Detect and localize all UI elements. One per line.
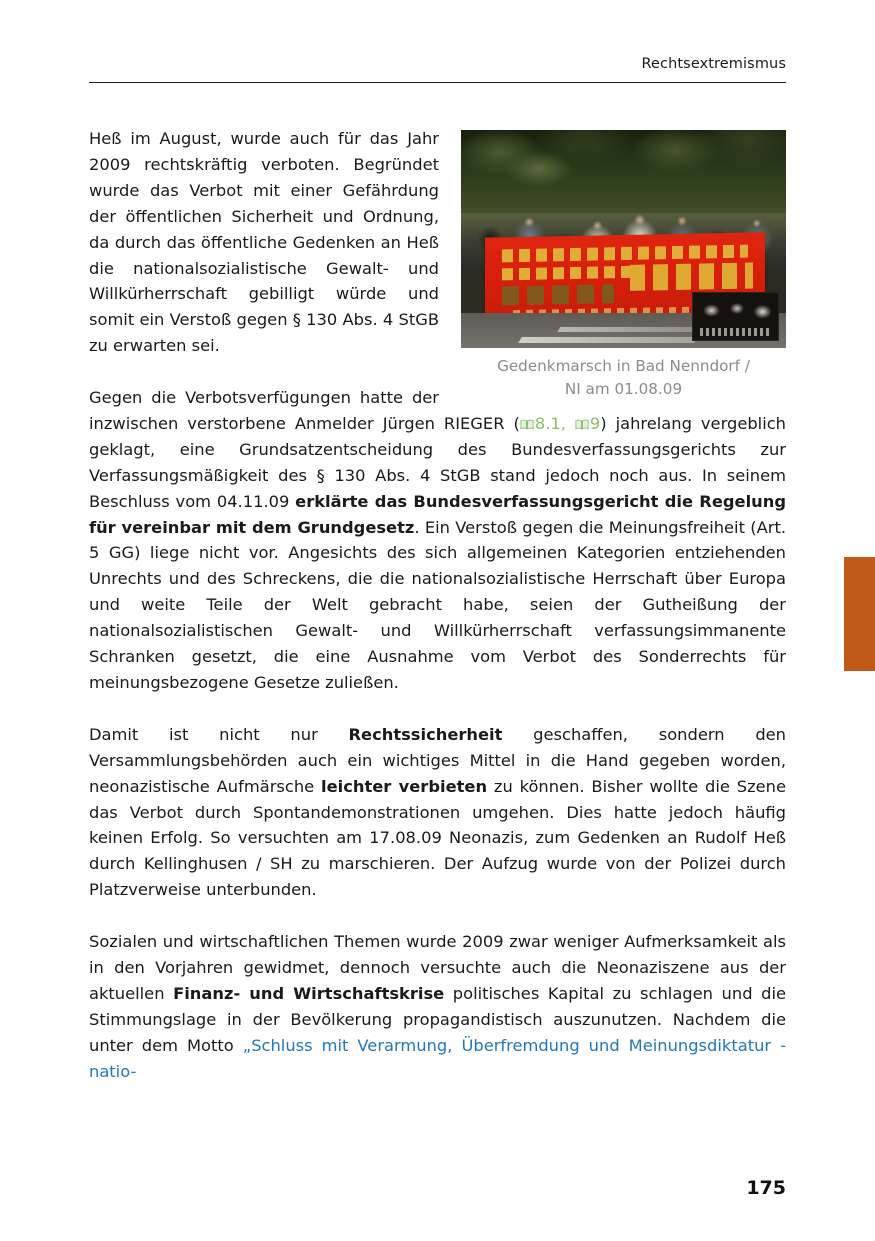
paragraph-4-bold-1: Finanz- und Wirtschaftskrise — [173, 983, 445, 1003]
banner-line-4 — [502, 284, 614, 305]
figure-photo — [461, 130, 786, 348]
open-book-icon — [575, 412, 589, 423]
body-content — [89, 126, 786, 1084]
figure-caption-line-2: NI am 01.08.09 — [564, 380, 683, 398]
paragraph-4-segment-1: Sozialen und wirtschaftlichen Themen wurde 2009 zwar weniger Aufmerksamkeit als in den Vorjahren gewidmet, dennoch versuchte auch die Neonaziszene aus der aktuellen — [89, 932, 786, 1003]
figure-caption — [461, 355, 786, 401]
paragraph-4-segment-2: politisches Kapital zu schlagen und die Stimmungslage in der Bevölkerung propagandistisch auszunutzen. Nachdem die unter dem Motto — [89, 983, 786, 1055]
running-head: Rechtsextremismus — [641, 56, 786, 72]
cross-reference-2[interactable] — [575, 414, 600, 433]
cross-reference-1-label: 8.1, — [534, 413, 566, 433]
banner-line-2 — [502, 266, 631, 280]
page-number: 175 — [746, 1177, 786, 1199]
paragraph-4-quote: „Schluss mit Verarmung, Überfremdung und Meinungsdiktatur - natio- — [89, 1035, 786, 1081]
paragraph-4 — [89, 929, 786, 1084]
paragraph-2-segment-1: Gegen die Verbotsverfügungen hatte der inzwischen verstorbene Anmelder Jürgen RIEGER ( — [89, 388, 520, 433]
cross-reference-1[interactable] — [520, 414, 566, 433]
paragraph-3-bold-1: Rechtssicherheit — [348, 724, 503, 744]
banner-line-1 — [502, 244, 748, 262]
photo-watermark — [692, 292, 779, 342]
paragraph-3 — [89, 722, 786, 903]
paragraph-1-text: Heß im August, wurde auch für das Jahr 2009 rechtskräftig verboten. Begründet wurde das Verbot mit einer Gefährdung der öffentlichen Sicherheit und Ordnung, da durch das öffentliche Gedenken an Heß die nationalsozialistische Gewalt- und Willkürherrschaft gebilligt würde und somit ein Verstoß gegen § 130 Abs. 4 StGB zu erwarten sei. — [89, 129, 439, 356]
paragraph-2 — [89, 385, 786, 696]
paragraph-2-segment-3: . Ein Verstoß gegen die Meinungsfreiheit (Art. 5 GG) liege nicht vor. Angesichts des sich allgemeinen Kategorien entziehenden Unrechts und des Schreckens, die die nationalsozialistische Herrschaft über Europa und weite Teile der Welt gebracht habe, seien der Gutheißung der nationalsozialistischen Gewalt- und Willkürherrschaft verfassungsimmanente Schranken gesetzt, die eine Ausnahme vom Verbot des Sonderrechts für meinungsbezogene Gesetze zuließen. — [89, 517, 787, 693]
paragraph-3-segment-1: Damit ist nicht nur — [89, 724, 349, 744]
figure-caption-line-1: Gedenkmarsch in Bad Nenndorf / — [497, 357, 750, 375]
open-book-icon — [520, 412, 534, 423]
paragraph-3-segment-2: geschaffen, sondern den Versammlungsbehörden auch ein wichtiges Mittel in die Hand gegeben worden, neonazistische Aufmärsche — [89, 724, 786, 796]
paragraph-2-segment-2: ) jahrelang vergeblich geklagt, eine Grundsatzentscheidung des Bundesverfassungsgerichts zur Verfassungsmäßigkeit des § 130 Abs. 4 StGB stand jedoch noch aus. In seinem Beschluss vom 04.11.09 — [89, 413, 786, 511]
banner-line-3 — [631, 262, 754, 291]
paragraph-3-segment-3: zu können. Bisher wollte die Szene das Verbot durch Spontandemonstrationen umgehen. Dies hatte jedoch häufig keinen Erfolg. So versuchten am 17.08.09 Neonazis, zum Gedenken an Rudolf Heß durch Kellinghusen / SH zu marschieren. Der Aufzug wurde von der Polizei durch Platzverweise unterbunden. — [89, 776, 786, 900]
header-divider — [89, 82, 786, 83]
paragraph-3-bold-2: leichter verbieten — [321, 776, 488, 796]
figure — [461, 130, 786, 401]
paragraph-2-bold-1: erklärte das Bundesverfassungsgericht die Regelung für vereinbar mit dem Grundgesetz — [89, 491, 786, 537]
cross-reference-2-label: 9 — [589, 413, 601, 433]
chapter-edge-tab — [844, 557, 875, 671]
